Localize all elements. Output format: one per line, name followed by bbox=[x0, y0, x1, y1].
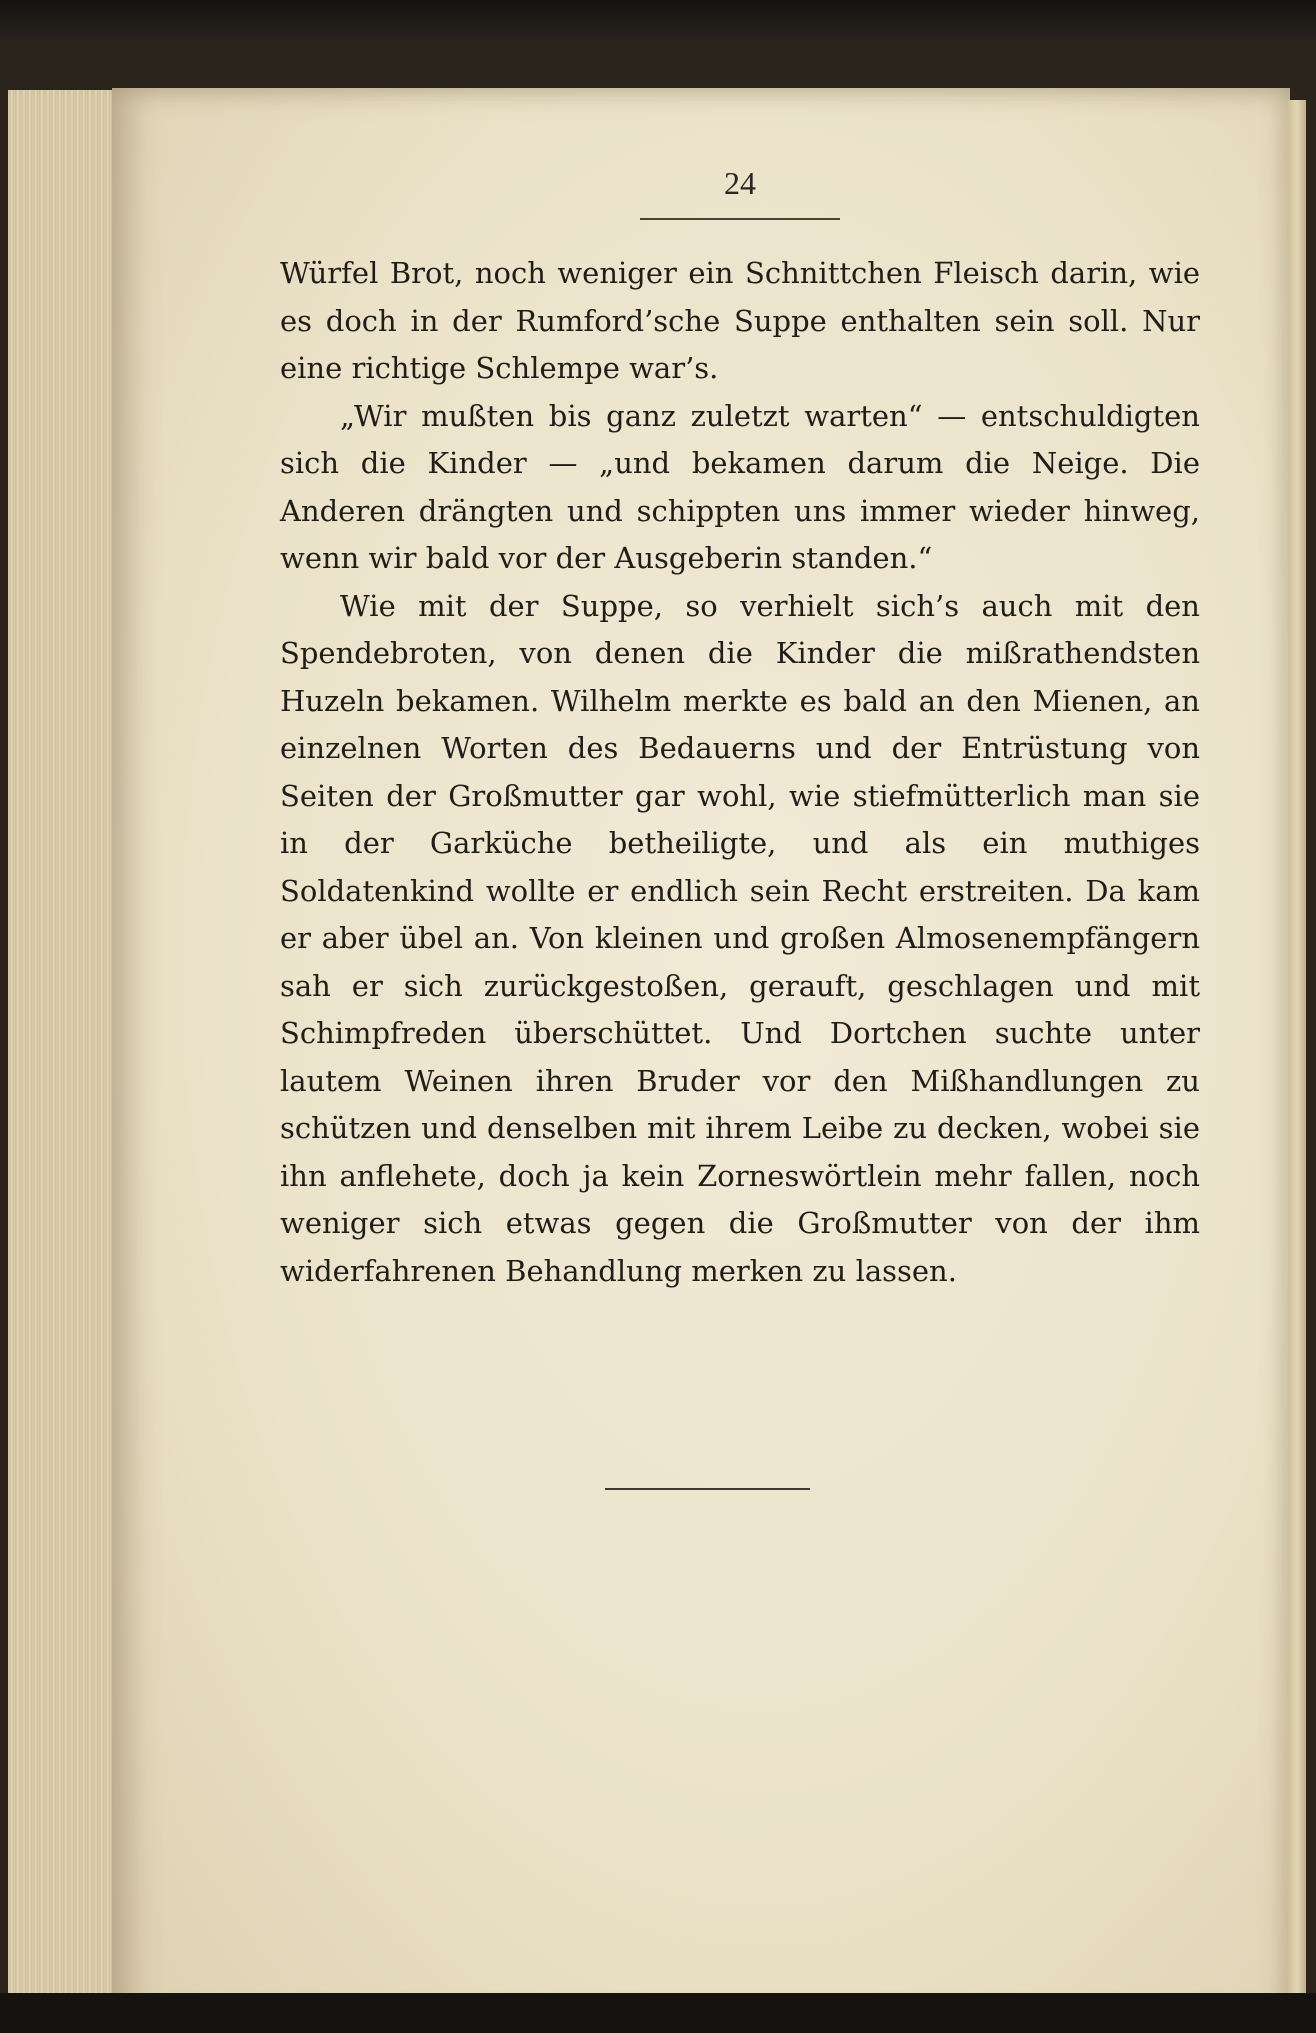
paragraph: Würfel Brot, noch weniger ein Schnittchen Fleisch darin, wie es doch in der Rumford’sche Suppe enthalten sein soll. Nur eine richtige Schlempe war’s. bbox=[280, 256, 1200, 385]
scan-bottom-border bbox=[0, 1993, 1316, 2033]
page-right-edge bbox=[1288, 100, 1306, 2000]
header-rule bbox=[640, 218, 840, 220]
scan-top-border bbox=[0, 0, 1316, 44]
page-stack-edges bbox=[8, 90, 115, 2020]
body-text bbox=[280, 250, 1200, 1295]
page-number: 24 bbox=[724, 165, 756, 201]
paragraph: Wie mit der Suppe, so verhielt sich’s auch mit den Spendebroten, von denen die Kinder die mißrathendsten Huzeln bekamen. Wilhelm merkte es bald an den Mienen, an einzelnen Worten des Bedauerns und der Entrüstung von Seiten der Großmutter gar wohl, wie stiefmütterlich man sie in der Garküche betheiligte, und als ein muthiges Soldatenkind wollte er endlich sein Recht erstreiten. Da kam er aber übel an. Von kleinen und großen Almosenempfängern sah er sich zurückgestoßen, gerauft, geschlagen und mit Schimpfreden überschüttet. Und Dortchen suchte unter lautem Weinen ihren Bruder vor den Mißhandlungen zu schützen und denselben mit ihrem Leibe zu decken, wobei sie ihn anflehete, doch ja kein Zorneswörtlein mehr fallen, noch weniger sich etwas gegen die Großmutter von der ihm widerfahrenen Behandlung merken zu lassen. bbox=[280, 588, 1200, 1288]
end-rule bbox=[605, 1488, 810, 1490]
paragraph: „Wir mußten bis ganz zuletzt warten“ — entschuldigten sich die Kinder — „und bekamen darum die Neige. Die Anderen drängten und schippten uns immer wieder hinweg, wenn wir bald vor der Ausgeberin standen.“ bbox=[280, 398, 1200, 575]
